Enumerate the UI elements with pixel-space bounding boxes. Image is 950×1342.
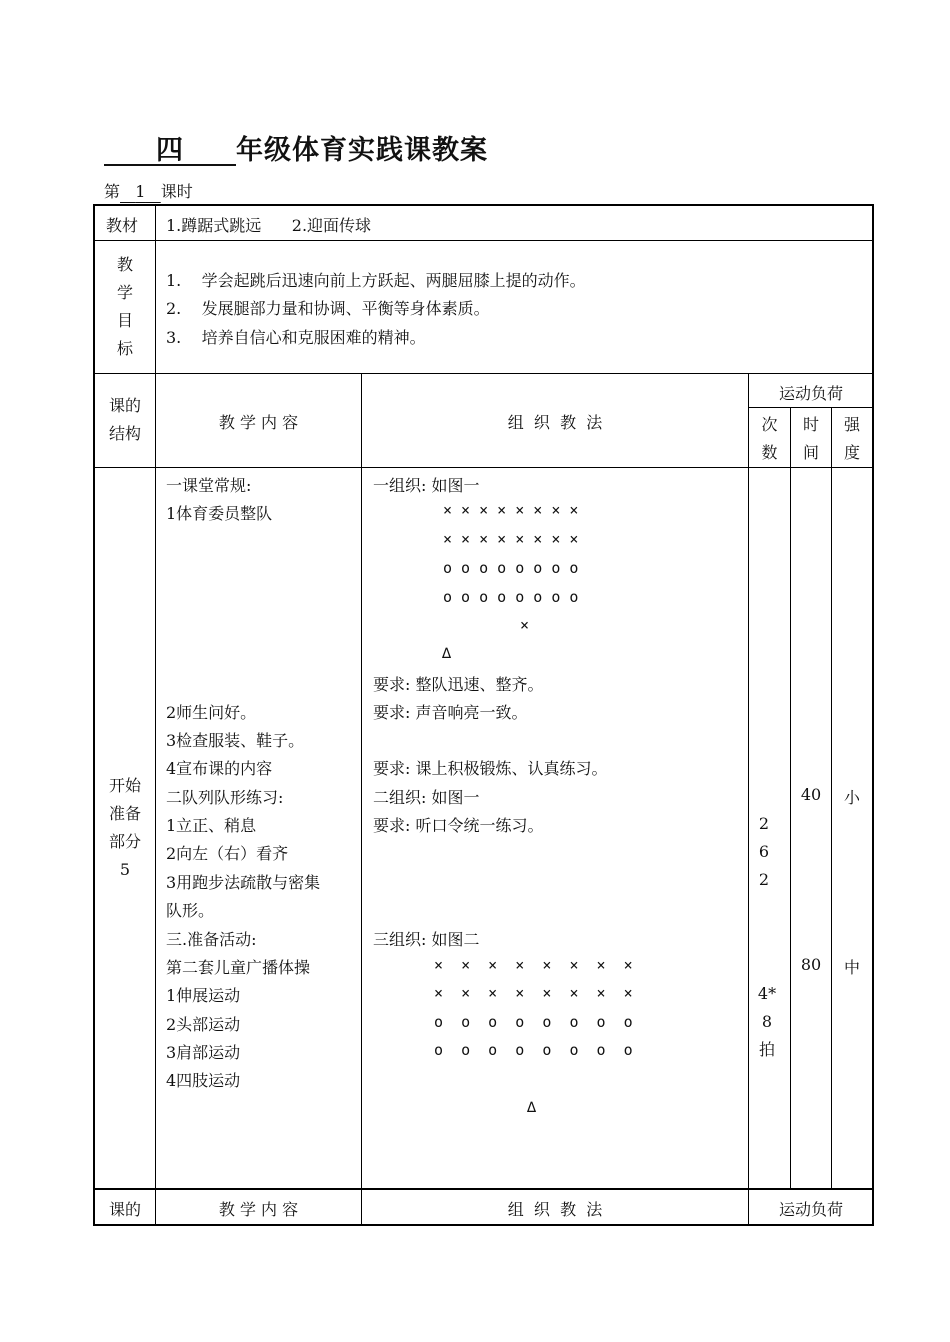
header-content: 教 学 内 容 <box>218 413 299 432</box>
content-line: 2向左（右）看齐 <box>166 844 289 863</box>
time-value-b: 80 <box>800 955 822 974</box>
content-line: 2师生问好。 <box>166 703 257 722</box>
header-intensity: 强 度 <box>843 415 860 462</box>
footer-content: 教 学 内 容 <box>218 1200 299 1219</box>
section-name: 开始 准备 部分 5 <box>108 776 141 879</box>
count-value-a: 2 6 2 <box>758 814 770 889</box>
method-line: 二组织: 如图一 <box>373 788 480 807</box>
page-title <box>104 128 488 167</box>
content-line: 一课堂常规: <box>166 476 252 495</box>
header-time: 时 间 <box>802 415 819 462</box>
grade-blank: 四 <box>156 135 184 166</box>
method-line: 一组织: 如图一 <box>373 476 480 495</box>
header-count: 次 数 <box>761 415 778 462</box>
formation-leader-mark: × <box>520 616 530 634</box>
goal-item: 1. 学会起跳后迅速向前上方跃起、两腿屈膝上提的动作。 <box>166 271 586 290</box>
method-line: 要求: 整队迅速、整齐。 <box>373 675 544 694</box>
formation-row: o o o o o o o o <box>434 1041 633 1059</box>
footer-method: 组 织 教 法 <box>507 1200 603 1219</box>
content-line: 2头部运动 <box>166 1015 241 1034</box>
material-label: 教材 <box>106 216 139 235</box>
method-line: 要求: 声音响亮一致。 <box>373 703 528 722</box>
method-line: 三组织: 如图二 <box>373 930 480 949</box>
content-line: 1体育委员整队 <box>166 504 273 523</box>
intensity-value-b: 中 <box>843 958 860 977</box>
content-line: 1立正、稍息 <box>166 816 257 835</box>
method-line: 要求: 听口令统一练习。 <box>373 816 544 835</box>
method-line: 要求: 课上积极锻炼、认真练习。 <box>373 759 608 778</box>
time-value-a: 40 <box>800 785 822 804</box>
formation-row: o o o o o o o o <box>443 588 579 606</box>
material-value: 1.蹲踞式跳远 2.迎面传球 <box>166 216 372 235</box>
content-line: 3用跑步法疏散与密集 <box>166 873 321 892</box>
teacher-triangle-icon: ∆ <box>442 644 452 662</box>
content-line: 3肩部运动 <box>166 1043 241 1062</box>
header-structure: 课的 结构 <box>108 396 141 443</box>
count-value-b: 4* 8 拍 <box>757 984 777 1059</box>
header-method: 组 织 教 法 <box>507 413 603 432</box>
formation-row: × × × × × × × × <box>434 956 633 974</box>
footer-structure: 课的 <box>108 1200 141 1219</box>
goal-item: 2. 发展腿部力量和协调、平衡等身体素质。 <box>166 299 490 318</box>
intensity-value-a: 小 <box>843 788 860 807</box>
formation-row: × × × × × × × × <box>434 984 633 1002</box>
footer-load: 运动负荷 <box>778 1200 843 1219</box>
content-line: 4宣布课的内容 <box>166 759 273 778</box>
content-line: 1伸展运动 <box>166 986 241 1005</box>
lesson-number: 1 <box>135 182 146 201</box>
content-line: 二队列队形练习: <box>166 788 284 807</box>
goal-item: 3. 培养自信心和克服困难的精神。 <box>166 328 426 347</box>
title-suffix: 年级体育实践课教案 <box>236 135 488 166</box>
formation-row: × × × × × × × × <box>443 501 579 519</box>
header-load: 运动负荷 <box>778 384 843 403</box>
content-line: 3检查服装、鞋子。 <box>166 731 305 750</box>
teacher-triangle-icon: ∆ <box>527 1098 537 1116</box>
content-line: 三.准备活动: <box>166 930 257 949</box>
content-line: 第二套儿童广播体操 <box>166 958 311 977</box>
formation-row: × × × × × × × × <box>443 530 579 548</box>
formation-row: o o o o o o o o <box>443 559 579 577</box>
formation-row: o o o o o o o o <box>434 1013 633 1031</box>
content-line: 队形。 <box>166 901 215 920</box>
lesson-number-line: 第 1 课时 <box>104 182 193 201</box>
goals-label: 教 学 目 标 <box>116 255 133 358</box>
content-line: 4四肢运动 <box>166 1071 241 1090</box>
